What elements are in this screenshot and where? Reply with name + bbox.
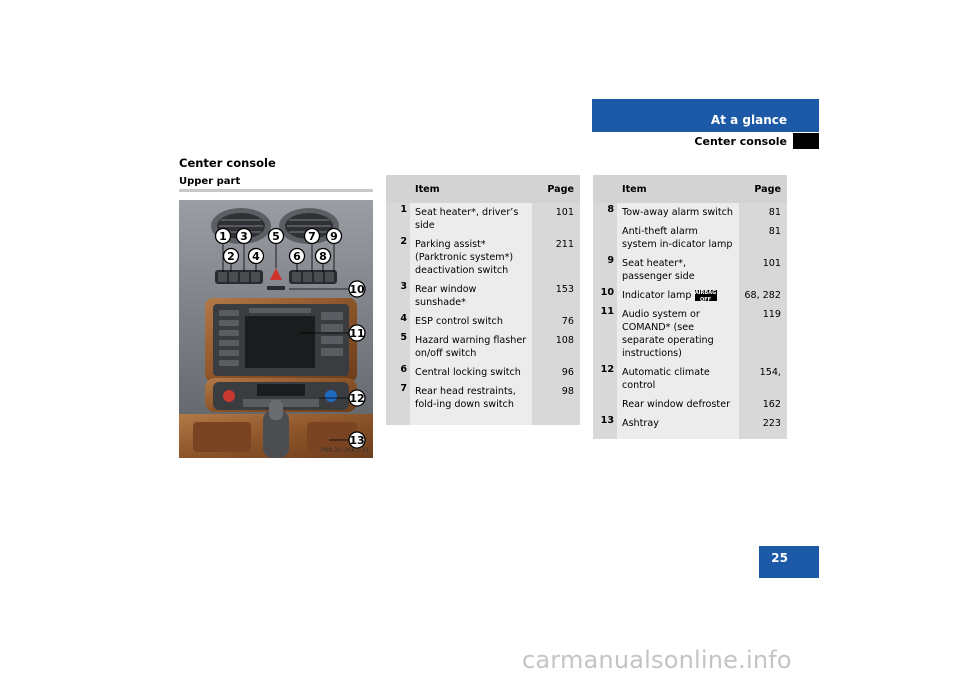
- table-header-row: [593, 175, 787, 203]
- row-page: 211: [532, 235, 580, 280]
- reference-table-left: [386, 175, 580, 425]
- table-row: [386, 280, 580, 312]
- row-item: Seat heater*, passenger side: [617, 254, 739, 286]
- page-number-box: [759, 546, 819, 578]
- row-page: 153: [532, 280, 580, 312]
- row-page: 76: [532, 312, 580, 331]
- table-header-row: [386, 175, 580, 203]
- callout-5: 5: [272, 230, 280, 243]
- callout-3: 3: [240, 230, 248, 243]
- console-illustration: [179, 200, 373, 458]
- table-row: [593, 414, 787, 433]
- callout-8: 8: [319, 250, 327, 263]
- row-page: 108: [532, 331, 580, 363]
- header-marker-block: [793, 133, 819, 149]
- row-number: 1: [386, 203, 410, 235]
- callout-9: 9: [330, 230, 338, 243]
- row-item: ESP control switch: [410, 312, 532, 331]
- row-number: 13: [593, 414, 617, 433]
- row-page: 98: [532, 382, 580, 414]
- row-number: 12: [593, 363, 617, 395]
- row-item: Anti-theft alarm system in-dicator lamp: [617, 222, 739, 254]
- header-subtitle: Center console: [694, 135, 787, 148]
- row-item: Ashtray: [617, 414, 739, 433]
- row-item: Hazard warning flasher on/off switch: [410, 331, 532, 363]
- row-page: 154,: [739, 363, 787, 395]
- row-number: 10: [593, 286, 617, 305]
- row-item: Parking assist* (Parktronic system*) deactivation switch: [410, 235, 532, 280]
- row-item: Automatic climate control: [617, 363, 739, 395]
- callout-10: 10: [349, 283, 365, 296]
- figure-code: P68.20-2663-31: [321, 447, 370, 454]
- table-row: [593, 363, 787, 395]
- row-number: 3: [386, 280, 410, 312]
- table-filler-row: [593, 433, 787, 439]
- table-row: [593, 254, 787, 286]
- callout-4: 4: [252, 250, 260, 263]
- center-console-photo: [179, 200, 373, 458]
- row-number: 2: [386, 235, 410, 280]
- callout-1: 1: [219, 230, 227, 243]
- table-row: [593, 222, 787, 254]
- row-page: 81: [739, 222, 787, 254]
- section-title: Center console: [179, 156, 276, 170]
- row-number: 6: [386, 363, 410, 382]
- row-page: 68, 282: [739, 286, 787, 305]
- table-row: [386, 382, 580, 414]
- row-number: 9: [593, 254, 617, 286]
- row-page: 96: [532, 363, 580, 382]
- column-header-page: Page: [532, 175, 580, 203]
- row-page: 223: [739, 414, 787, 433]
- watermark-text: carmanualsonline.info: [522, 646, 792, 674]
- airbag-off-icon: AIRBAG OFF: [694, 289, 717, 303]
- table-row: [593, 395, 787, 414]
- callout-6: 6: [293, 250, 301, 263]
- row-item: Audio system or COMAND* (see separate operating instructions): [617, 305, 739, 363]
- row-page: 162: [739, 395, 787, 414]
- row-item: Rear window sunshade*: [410, 280, 532, 312]
- row-page: 119: [739, 305, 787, 363]
- table-filler-row: [386, 414, 580, 425]
- row-number: 4: [386, 312, 410, 331]
- callout-13: 13: [349, 434, 365, 447]
- header-subtitle-bar: [592, 133, 819, 149]
- callout-11: 11: [349, 327, 365, 340]
- table-row: [593, 305, 787, 363]
- row-number: 11: [593, 305, 617, 363]
- row-item: Seat heater*, driver’s side: [410, 203, 532, 235]
- callout-7: 7: [308, 230, 316, 243]
- row-number: [593, 222, 617, 254]
- row-page: 101: [739, 254, 787, 286]
- row-item-label: Indicator lamp: [622, 290, 692, 301]
- row-item: Tow-away alarm switch: [617, 203, 739, 222]
- column-header-item: Item: [410, 175, 532, 203]
- table-row: [386, 203, 580, 235]
- page-number: 25: [771, 551, 788, 565]
- row-number: 8: [593, 203, 617, 222]
- row-number: [593, 395, 617, 414]
- row-number: 7: [386, 382, 410, 414]
- row-item: Rear window defroster: [617, 395, 739, 414]
- row-item: Central locking switch: [410, 363, 532, 382]
- callout-2: 2: [227, 250, 235, 263]
- reference-table-right: [593, 175, 787, 439]
- table-row: [593, 286, 787, 305]
- row-page: 101: [532, 203, 580, 235]
- callout-12: 12: [349, 392, 365, 405]
- row-number: 5: [386, 331, 410, 363]
- section-subtitle: Upper part: [179, 176, 241, 187]
- column-header-page: Page: [739, 175, 787, 203]
- header-title: At a glance: [710, 113, 787, 127]
- table-row: [386, 363, 580, 382]
- header-box: [592, 99, 819, 132]
- table-row: [593, 203, 787, 222]
- table-row: [386, 312, 580, 331]
- table-row: [386, 235, 580, 280]
- row-item-indicator: [617, 286, 739, 305]
- row-page: 81: [739, 203, 787, 222]
- section-rule: [179, 189, 373, 192]
- row-item: Rear head restraints, fold-ing down switch: [410, 382, 532, 414]
- column-header-item: Item: [617, 175, 739, 203]
- table-row: [386, 331, 580, 363]
